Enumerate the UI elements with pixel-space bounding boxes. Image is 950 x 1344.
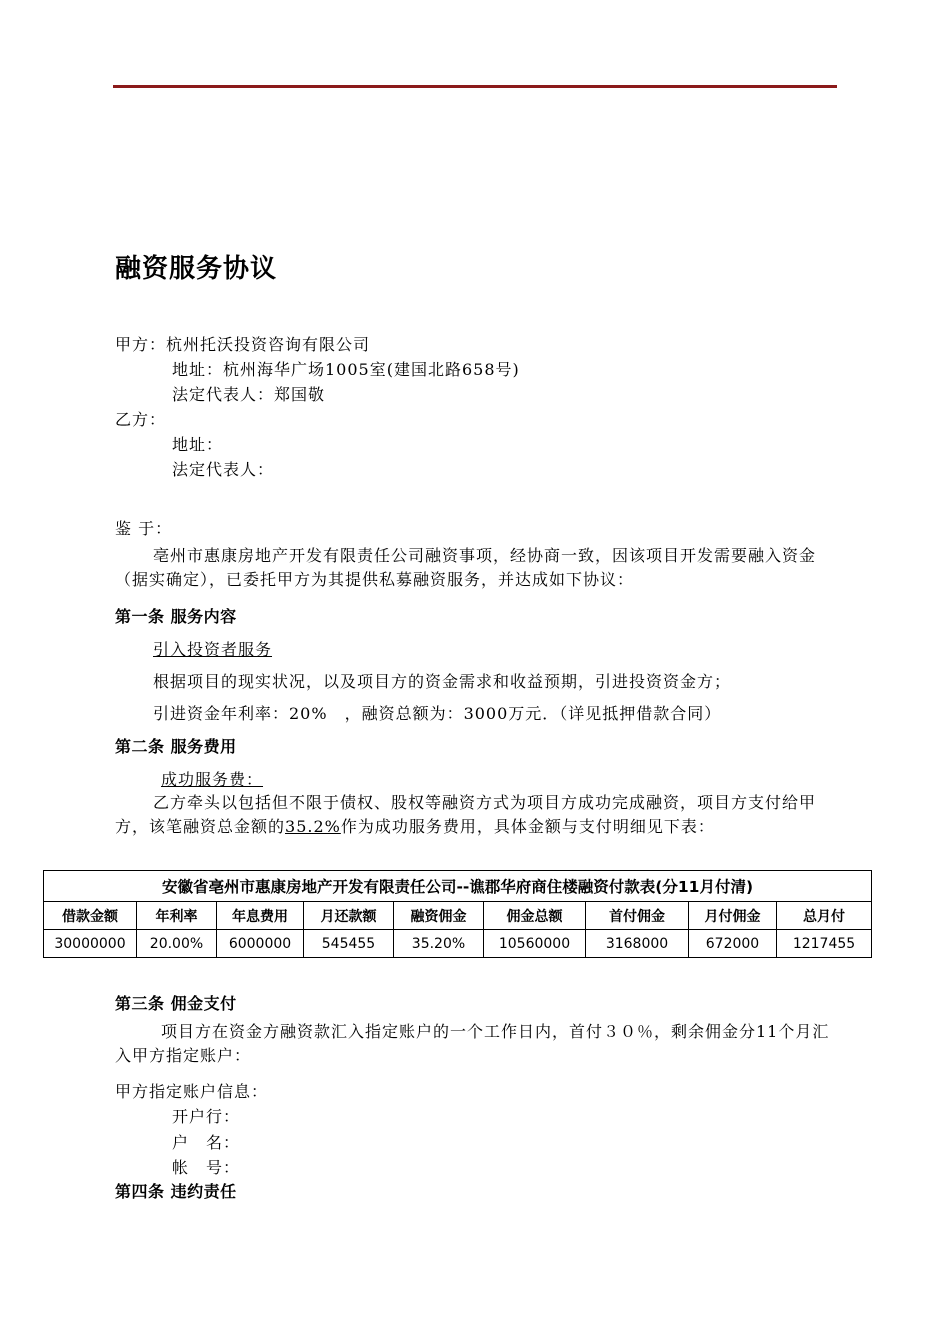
- bank-label: 开户行：: [172, 1107, 241, 1126]
- whereas-heading: 鉴 于：: [115, 519, 173, 538]
- table-header-cell: 月付佣金: [689, 902, 777, 930]
- article1-text2: 引进资金年利率：20% ，融资总额为：3000万元．（详见抵押借款合同）: [153, 704, 722, 723]
- table-header-cell: 借款金额: [44, 902, 137, 930]
- table-header-cell: 融资佣金: [394, 902, 484, 930]
- article3-heading: 第三条 佣金支付: [115, 994, 237, 1013]
- table-cell: 3168000: [586, 930, 689, 958]
- table-cell: 1217455: [777, 930, 872, 958]
- table-cell: 6000000: [217, 930, 304, 958]
- article2-text: [115, 791, 837, 839]
- document-title: 融资服务协议: [115, 254, 278, 284]
- table-cell: 10560000: [484, 930, 586, 958]
- account-info-label: 甲方指定账户信息：: [115, 1082, 269, 1101]
- table-cell: 545455: [304, 930, 394, 958]
- table-cell: 35.20%: [394, 930, 484, 958]
- fee-table: [43, 870, 872, 958]
- table-header-cell: 首付佣金: [586, 902, 689, 930]
- article1-heading: 第一条 服务内容: [115, 607, 237, 626]
- fee-table-caption: 安徽省亳州市惠康房地产开发有限责任公司--谯郡华府商住楼融资付款表(分11月付清): [44, 871, 872, 902]
- table-header-cell: 年利率: [137, 902, 217, 930]
- party-b-line: 乙方：: [115, 410, 167, 429]
- article2-heading: 第二条 服务费用: [115, 737, 237, 756]
- table-header-cell: 月还款额: [304, 902, 394, 930]
- table-cell: 30000000: [44, 930, 137, 958]
- table-header-cell: 佣金总额: [484, 902, 586, 930]
- article2-text-before: 乙方牵头以包括但不限于债权、股权等融资方式为项目方成功完成融资，项目方支付给甲方，该笔融资总金额的: [115, 793, 817, 836]
- commission-rate: 35.2%: [285, 817, 341, 836]
- account-name-label: 户 名：: [172, 1133, 241, 1152]
- article1-subheading: 引入投资者服务: [153, 640, 273, 659]
- party-a-line: 甲方：杭州托沃投资咨询有限公司: [115, 335, 371, 354]
- account-number-label: 帐 号：: [172, 1158, 241, 1177]
- article2-text-after: 作为成功服务费用，具体金额与支付明细见下表：: [340, 817, 715, 836]
- party-a-address: 地址：杭州海华广场1005室(建国北路658号): [172, 360, 520, 379]
- article3-text: 项目方在资金方融资款汇入指定账户的一个工作日内，首付３０％，剩余佣金分11个月汇入甲方指定账户：: [115, 1022, 830, 1065]
- table-cell: 20.00%: [137, 930, 217, 958]
- article2-subheading: 成功服务费：: [161, 770, 264, 789]
- whereas-text: 亳州市惠康房地产开发有限责任公司融资事项，经协商一致，因该项目开发需要融入资金（据实确定），已委托甲方为其提供私募融资服务，并达成如下协议：: [115, 546, 817, 589]
- table-header-cell: 总月付: [777, 902, 872, 930]
- header-rule: [113, 85, 837, 88]
- article4-heading: 第四条 违约责任: [115, 1182, 237, 1201]
- party-b-legal-rep: 法定代表人：: [172, 460, 275, 479]
- table-row: [44, 930, 872, 958]
- table-cell: 672000: [689, 930, 777, 958]
- fee-table-header-row: [44, 902, 872, 930]
- table-header-cell: 年息费用: [217, 902, 304, 930]
- party-b-address: 地址：: [172, 435, 224, 454]
- party-a-legal-rep: 法定代表人：郑国敬: [172, 385, 326, 404]
- article1-text1: 根据项目的现实状况，以及项目方的资金需求和收益预期，引进投资资金方；: [153, 672, 732, 691]
